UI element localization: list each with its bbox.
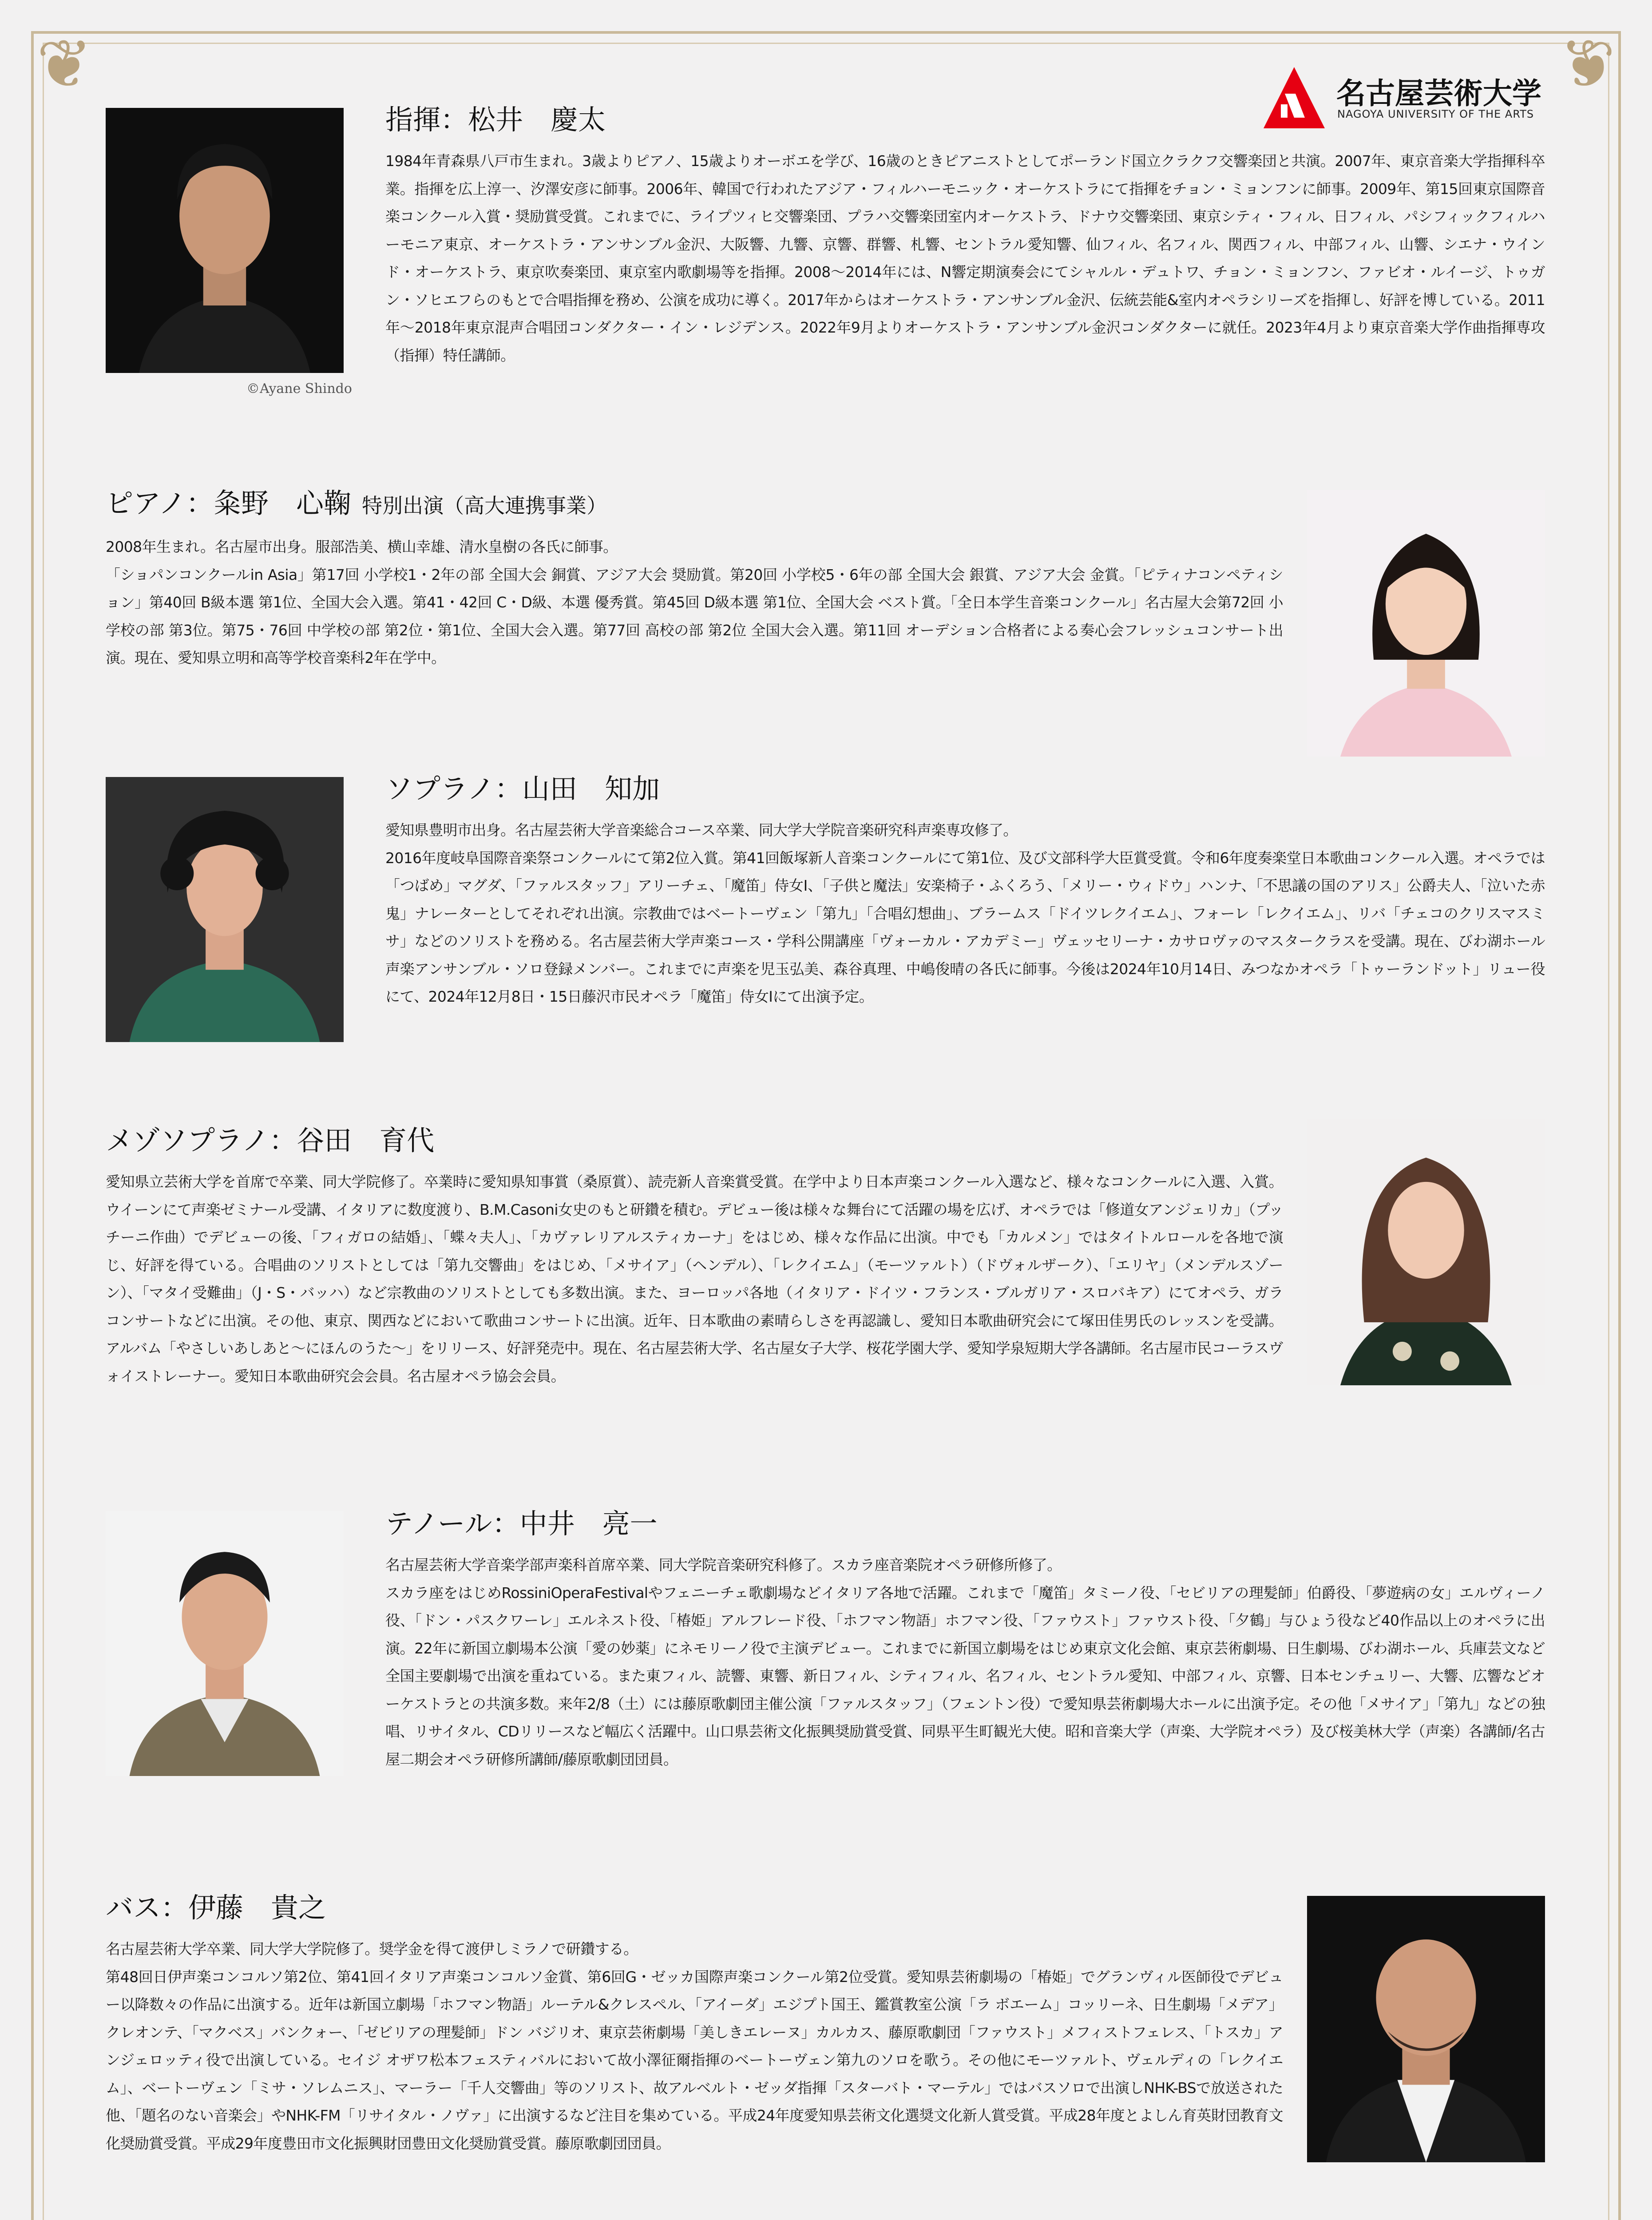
portrait-photo-soprano (106, 777, 344, 1042)
profile-paragraph: 「ショパンコンクールin Asia」第17回 小学校1・2年の部 全国大会 銅賞、アジア大会 奨励賞。第20回 小学校5・6年の部 全国大会 銀賞、アジア大会 金賞。「ピティナコンペティション」第40回 B級本選 第1位、全国大会入選。第41・42回 C・D級、本選 優秀賞。第45回 D級本選 第1位、全国大会 ベスト賞。「全日本学生音楽コンクール」名古屋大会第72回 小学校の部 第3位。第75・76回 中学校の部 第2位・第1位、全国大会入選。第77回 高校の部 第2位 全国大会入選。第11回 オーデション合格者による奏心会フレッシュコンサート出演。現在、愛知県立明和高等学校音楽科2年在学中。 (106, 566, 1283, 666)
profile-tenor (385, 1505, 1545, 1773)
corner-ornament-icon: ❦ (1560, 26, 1616, 103)
profile-mezzo-soprano (106, 1122, 1283, 1390)
profile-paragraph: 愛知県立芸術大学を首席で卒業、同大学院修了。卒業時に愛知県知事賞（桑原賞）、読売新人音楽賞受賞。在学中より日本声楽コンクール入選など、様々なコンクールに入選、入賞。ウイーンにて声楽ゼミナール受講、イタリアに数度渡り、B.M.Casoni女史のもと研鑽を積む。デビュー後は様々な舞台にて活躍の場を広げ、オペラでは「修道女アンジェリカ」（プッチーニ作曲）でデビューの後、「フィガロの結婚」、「蝶々夫人」、「カヴァレリアルスティカーナ」をはじめ、様々な作品に出演。中でも「カルメン」ではタイトルロールを各地で演じ、好評を得ている。合唱曲のソリストとしては「第九交響曲」をはじめ、「メサイア」（ヘンデル）、「レクイエム」（モーツァルト）（ドヴォルザーク）、「エリヤ」（メンデルスゾーン）、「マタイ受難曲」（J・S・バッハ）など宗教曲のソリストとしても多数出演。また、ヨーロッパ各地（イタリア・ドイツ・フランス・ブルガリア・スロバキア）にてオペラ、ガラコンサートなどに出演。その他、東京、関西などにおいて歌曲コンサートに出演。近年、日本歌曲の素晴らしさを再認識し、愛知日本歌曲研究会にて塚田佳男氏のレッスンを受講。アルバム「やさしいあしあと〜にほんのうた〜」をリリース、好評発売中。現在、名古屋芸術大学、名古屋女子大学、桜花学園大学、愛知学泉短期大学各講師。名古屋市民コーラスヴォイストレーナー。愛知日本歌曲研究会会員。名古屋オペラ協会会員。 (106, 1173, 1283, 1385)
corner-ornament-icon: ❦ (36, 26, 92, 103)
profile-role: ソプラノ： (385, 773, 523, 805)
profile-heading (106, 1122, 1283, 1159)
profile-heading (385, 770, 1545, 808)
profile-name: 粂野 心鞠 (214, 487, 352, 519)
profile-subtitle: 特別出演（高大連携事業） (362, 494, 607, 518)
profile-paragraph: 名古屋芸術大学卒業、同大学大学院修了。奨学金を得て渡伊しミラノで研鑽する。 (106, 1940, 638, 1958)
profile-bass (106, 1889, 1283, 2157)
profile-name: 山田 知加 (522, 773, 660, 805)
portrait-photo-piano (1307, 490, 1545, 757)
profile-role: メゾソプラノ： (106, 1124, 297, 1157)
university-name: 名古屋芸術大学 (1336, 76, 1541, 111)
profile-heading (106, 485, 1283, 524)
profile-paragraph: 愛知県豊明市出身。名古屋芸術大学音楽総合コース卒業、同大学大学院音楽研究科声楽専攻修了。 (385, 821, 1018, 839)
profile-paragraph: 2016年度岐阜国際音楽祭コンクールにて第2位入賞。第41回飯塚新人音楽コンクールにて第1位、及び文部科学大臣賞受賞。令和6年度奏楽堂日本歌曲コンクール入選。オペラでは「つばめ」マグダ、「ファルスタッフ」アリーチェ、「魔笛」侍女Ⅰ、「子供と魔法」安楽椅子・ふくろう、「メリー・ウィドウ」ハンナ、「不思議の国のアリス」公爵夫人、「泣いた赤鬼」ナレーターとしてそれぞれ出演。宗教曲ではベートーヴェン「第九」「合唱幻想曲」、ブラームス「ドイツレクイエム」、フォーレ「レクイエム」、リバ「チェコのクリスマスミサ」などのソリストを務める。名古屋芸術大学声楽コース・学科公開講座「ヴォーカル・アカデミー」ヴェッセリーナ・カサロヴァのマスタークラスを受講。現在、びわ湖ホール声楽アンサンブル・ソロ登録メンバー。これまでに声楽を児玉弘美、森谷真理、中嶋俊晴の各氏に師事。今後は2024年10月14日、みつなかオペラ「トゥーランドット」リュー役にて、2024年12月8日・15日藤沢市民オペラ「魔笛」侍女Ⅰにて出演予定。 (385, 849, 1545, 1005)
profile-soprano (385, 770, 1545, 1011)
profile-paragraph: 1984年青森県八戸市生まれ。3歳よりピアノ、15歳よりオーボエを学び、16歳のときピアニストとしてポーランド国立クラクフ交響楽団と共演。2007年、東京音楽大学指揮科卒業。指揮を広上淳一、汐澤安彦に師事。2006年、韓国で行われたアジア・フィルハーモニック・オーケストラにて指揮をチョン・ミョンフンに師事。2009年、第15回東京国際音楽コンクール入賞・奨励賞受賞。これまでに、ライプツィヒ交響楽団、プラハ交響楽団室内オーケストラ、ドナウ交響楽団、東京シティ・フィル、日フィル、パシフィックフィルハーモニア東京、オーケストラ・アンサンブル金沢、大阪響、九響、京響、群響、札響、セントラル愛知響、仙フィル、名フィル、関西フィル、中部フィル、山響、シエナ・ウインド・オーケストラ、東京吹奏楽団、東京室内歌劇場等を指揮。2008〜2014年には、N響定期演奏会にてシャルル・デュトワ、チョン・ミョンフン、ファビオ・ルイージ、トゥガン・ソヒエフらのもとで合唱指揮を務め、公演を成功に導く。2017年からはオーケストラ・アンサンブル金沢、伝統芸能&室内オペラシリーズを指揮し、好評を博している。2011年〜2018年東京混声合唱団コンダクター・イン・レジデンス。2022年9月よりオーケストラ・アンサンブル金沢コンダクターに就任。2023年4月より東京音楽大学作曲指揮専攻（指揮）特任講師。 (385, 152, 1545, 364)
profile-role: バス： (106, 1891, 189, 1924)
profile-conductor (385, 101, 1545, 369)
profile-role: 指揮： (385, 103, 468, 136)
profile-paragraph: スカラ座をはじめRossiniOperaFestivalやフェニーチェ歌劇場などイタリア各地で活躍。これまで「魔笛」タミーノ役、「セビリアの理髪師」伯爵役、「夢遊病の女」エルヴィーノ役、「ドン・パスクワーレ」エルネスト役、「椿姫」アルフレード役、「ホフマン物語」ホフマン役、「ファウスト」ファウスト役、「夕鶴」与ひょう役など40作品以上のオペラに出演。22年に新国立劇場本公演「愛の妙薬」にネモリーノ役で主演デビュー。これまでに新国立劇場をはじめ東京文化会館、東京芸術劇場、日生劇場、びわ湖ホール、兵庫芸文など全国主要劇場で出演を重ねている。また東フィル、読響、東響、新日フィル、シティフィル、名フィル、セントラル愛知、中部フィル、京響、日本センチュリー、大響、広響などオーケストラとの共演多数。来年2/8（土）には藤原歌劇団主催公演「ファルスタッフ」（フェントン役）で愛知県芸術劇場大ホールに出演予定。その他「メサイア」「第九」などの独唱、リサイタル、CDリリースなど幅広く活躍中。山口県芸術文化振興奨励賞受賞、同県平生町観光大使。昭和音楽大学（声楽、大学院オペラ）及び桜美林大学（声楽）各講師/名古屋二期会オペラ研修所講師/藤原歌劇団団員。 (385, 1584, 1545, 1768)
photo-credit: ©Ayane Shindo (246, 381, 352, 396)
portrait-photo-mezzo-soprano (1307, 1119, 1545, 1385)
university-name-en: NAGOYA UNIVERSITY OF THE ARTS (1337, 108, 1534, 120)
profile-name: 伊藤 貴之 (188, 1891, 326, 1924)
portrait-photo-conductor (106, 108, 344, 373)
profile-heading (385, 101, 1545, 139)
profile-piano (106, 485, 1283, 672)
portrait-photo-bass (1307, 1896, 1545, 2162)
profile-heading (385, 1505, 1545, 1542)
profile-name: 中井 亮一 (519, 1507, 658, 1540)
profile-name: 松井 慶太 (468, 103, 606, 136)
profile-name: 谷田 育代 (297, 1124, 435, 1157)
profile-paragraph: 名古屋芸術大学音楽学部声楽科首席卒業、同大学院音楽研究科修了。スカラ座音楽院オペラ研修所修了。 (385, 1556, 1062, 1574)
profile-role: ピアノ： (106, 487, 214, 519)
profile-heading (106, 1889, 1283, 1927)
portrait-photo-tenor (106, 1511, 344, 1776)
profile-role: テノール： (385, 1507, 520, 1540)
profile-paragraph: 第48回日伊声楽コンコルソ第2位、第41回イタリア声楽コンコルソ金賞、第6回G・ゼッカ国際声楽コンクール第2位受賞。愛知県芸術劇場の「椿姫」でグランヴィル医師役でデビュー以降数々の作品に出演する。近年は新国立劇場「ホフマン物語」ルーテル&クレスペル、「アイーダ」エジプト国王、鑑賞教室公演「ラ ボエーム」コッリーネ、日生劇場「メデア」クレオンテ、「マクベス」バンクォー、「ゼビリアの理髪師」ドン バジリオ、東京芸術劇場「美しきエレーヌ」カルカス、藤原歌劇団「ファウスト」メフィストフェレス、「トスカ」アンジェロッティ役で出演している。セイジ オザワ松本フェスティバルにおいて故小澤征爾指揮のベートーヴェン第九のソロを歌う。その他にモーツァルト、ヴェルディの「レクイエム」、ベートーヴェン「ミサ・ソレムニス」、マーラー「千人交響曲」等のソリスト、故アルベルト・ゼッダ指揮「スターバト・マーテル」ではバスソロで出演しNHK-BSで放送された他、「題名のない音楽会」やNHK-FM「リサイタル・ノヴァ」に出演するなど注目を集めている。平成24年度愛知県芸術文化選奨文化新人賞受賞。平成28年度とよしん育英財団教育文化奨励賞受賞。平成29年度豊田市文化振興財団豊田文化奨励賞受賞。藤原歌劇団団員。 (106, 1968, 1283, 2152)
profile-paragraph: 2008年生まれ。名古屋市出身。服部浩美、横山幸雄、清水皇樹の各氏に師事。 (106, 538, 618, 555)
